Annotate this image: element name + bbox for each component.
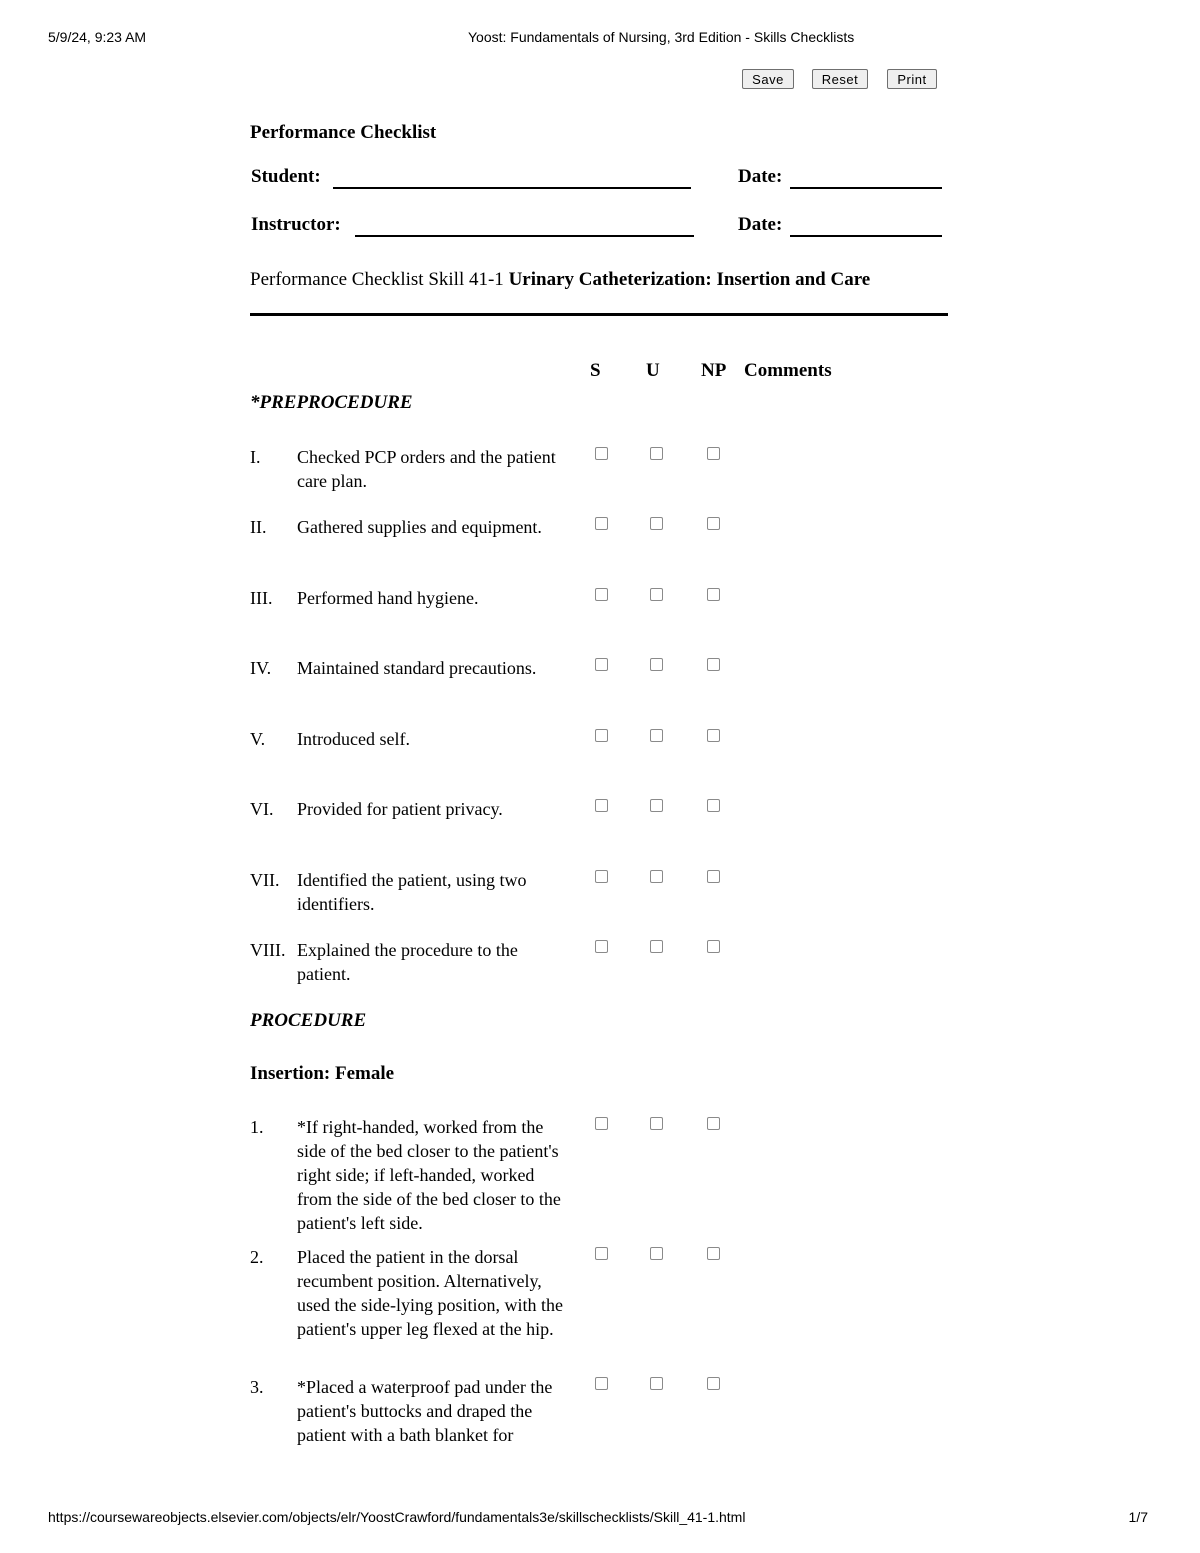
student-label: Student: (251, 166, 321, 187)
satisfactory-checkbox[interactable] (595, 940, 608, 953)
reset-button[interactable]: Reset (812, 69, 868, 89)
student-date-field[interactable] (790, 187, 942, 189)
instructor-date-field[interactable] (790, 235, 942, 237)
instructor-date-label: Date: (738, 214, 783, 235)
student-date-label: Date: (738, 166, 783, 187)
unsatisfactory-checkbox[interactable] (650, 1247, 663, 1260)
student-field[interactable] (333, 187, 691, 189)
not-performed-checkbox[interactable] (707, 658, 720, 671)
satisfactory-checkbox[interactable] (595, 1117, 608, 1130)
unsatisfactory-checkbox[interactable] (650, 1117, 663, 1130)
form-title: Performance Checklist (250, 122, 437, 143)
unsatisfactory-checkbox[interactable] (650, 1377, 663, 1390)
unsatisfactory-checkbox[interactable] (650, 517, 663, 530)
unsatisfactory-checkbox[interactable] (650, 658, 663, 671)
not-performed-checkbox[interactable] (707, 940, 720, 953)
print-datetime: 5/9/24, 9:23 AM (48, 29, 147, 45)
satisfactory-checkbox[interactable] (595, 799, 608, 812)
unsatisfactory-checkbox[interactable] (650, 870, 663, 883)
column-header-u: U (646, 360, 660, 381)
item-text: Introduced self. (297, 729, 410, 749)
not-performed-checkbox[interactable] (707, 517, 720, 530)
item-text: Identified the patient, using two identifiers. (297, 870, 527, 914)
item-number: VIII. (250, 940, 286, 960)
item-text: Performed hand hygiene. (297, 588, 479, 608)
instructor-label: Instructor: (251, 214, 341, 235)
not-performed-checkbox[interactable] (707, 447, 720, 460)
unsatisfactory-checkbox[interactable] (650, 588, 663, 601)
print-button[interactable]: Print (887, 69, 937, 89)
item-number: VII. (250, 870, 280, 890)
satisfactory-checkbox[interactable] (595, 870, 608, 883)
satisfactory-checkbox[interactable] (595, 517, 608, 530)
unsatisfactory-checkbox[interactable] (650, 799, 663, 812)
unsatisfactory-checkbox[interactable] (650, 729, 663, 742)
item-text: Placed the patient in the dorsal recumbent position. Alternatively, used the side-lying position, with the patient's upper leg flexed at the hip. (297, 1247, 563, 1339)
not-performed-checkbox[interactable] (707, 870, 720, 883)
satisfactory-checkbox[interactable] (595, 1247, 608, 1260)
not-performed-checkbox[interactable] (707, 1117, 720, 1130)
item-number: 1. (250, 1117, 264, 1137)
item-text: *If right-handed, worked from the side of the bed closer to the patient's right side; if left-handed, worked from the side of the bed closer to the patient's left side. (297, 1117, 561, 1233)
item-number: VI. (250, 799, 274, 819)
satisfactory-checkbox[interactable] (595, 729, 608, 742)
column-header-s: S (590, 360, 601, 381)
not-performed-checkbox[interactable] (707, 799, 720, 812)
skill-prefix: Performance Checklist Skill 41-1 (250, 269, 509, 290)
item-number: IV. (250, 658, 272, 678)
subsection-insertion-female: Insertion: Female (250, 1063, 395, 1084)
satisfactory-checkbox[interactable] (595, 447, 608, 460)
print-url: https://coursewareobjects.elsevier.com/objects/elr/YoostCrawford/fundamentals3e/skillschecklists/Skill_41-1.html (48, 1509, 746, 1525)
item-text: *Placed a waterproof pad under the patient's buttocks and draped the patient with a bath blanket for (297, 1377, 553, 1445)
not-performed-checkbox[interactable] (707, 1247, 720, 1260)
unsatisfactory-checkbox[interactable] (650, 940, 663, 953)
print-page-title: Yoost: Fundamentals of Nursing, 3rd Edition - Skills Checklists (468, 29, 855, 45)
item-number: V. (250, 729, 266, 749)
satisfactory-checkbox[interactable] (595, 1377, 608, 1390)
heading-divider (250, 313, 948, 316)
item-text: Explained the procedure to the patient. (297, 940, 518, 984)
skill-name: Urinary Catheterization: Insertion and Care (508, 269, 871, 290)
item-text: Gathered supplies and equipment. (297, 517, 542, 537)
skill-heading (250, 269, 870, 291)
item-text: Provided for patient privacy. (297, 799, 503, 819)
column-header-np: NP (701, 360, 727, 381)
item-number: III. (250, 588, 273, 608)
item-number: 2. (250, 1247, 264, 1267)
satisfactory-checkbox[interactable] (595, 588, 608, 601)
not-performed-checkbox[interactable] (707, 588, 720, 601)
item-text: Checked PCP orders and the patient care plan. (297, 447, 556, 491)
save-button[interactable]: Save (742, 69, 794, 89)
item-text: Maintained standard precautions. (297, 658, 537, 678)
item-number: II. (250, 517, 267, 537)
satisfactory-checkbox[interactable] (595, 658, 608, 671)
column-header-comments: Comments (744, 360, 832, 381)
item-number: 3. (250, 1377, 264, 1397)
instructor-field[interactable] (355, 235, 694, 237)
not-performed-checkbox[interactable] (707, 729, 720, 742)
not-performed-checkbox[interactable] (707, 1377, 720, 1390)
section-procedure: PROCEDURE (250, 1010, 367, 1031)
print-page-number: 1/7 (1128, 1509, 1148, 1525)
item-number: I. (250, 447, 261, 467)
unsatisfactory-checkbox[interactable] (650, 447, 663, 460)
section-preprocedure: *PREPROCEDURE (250, 392, 413, 413)
